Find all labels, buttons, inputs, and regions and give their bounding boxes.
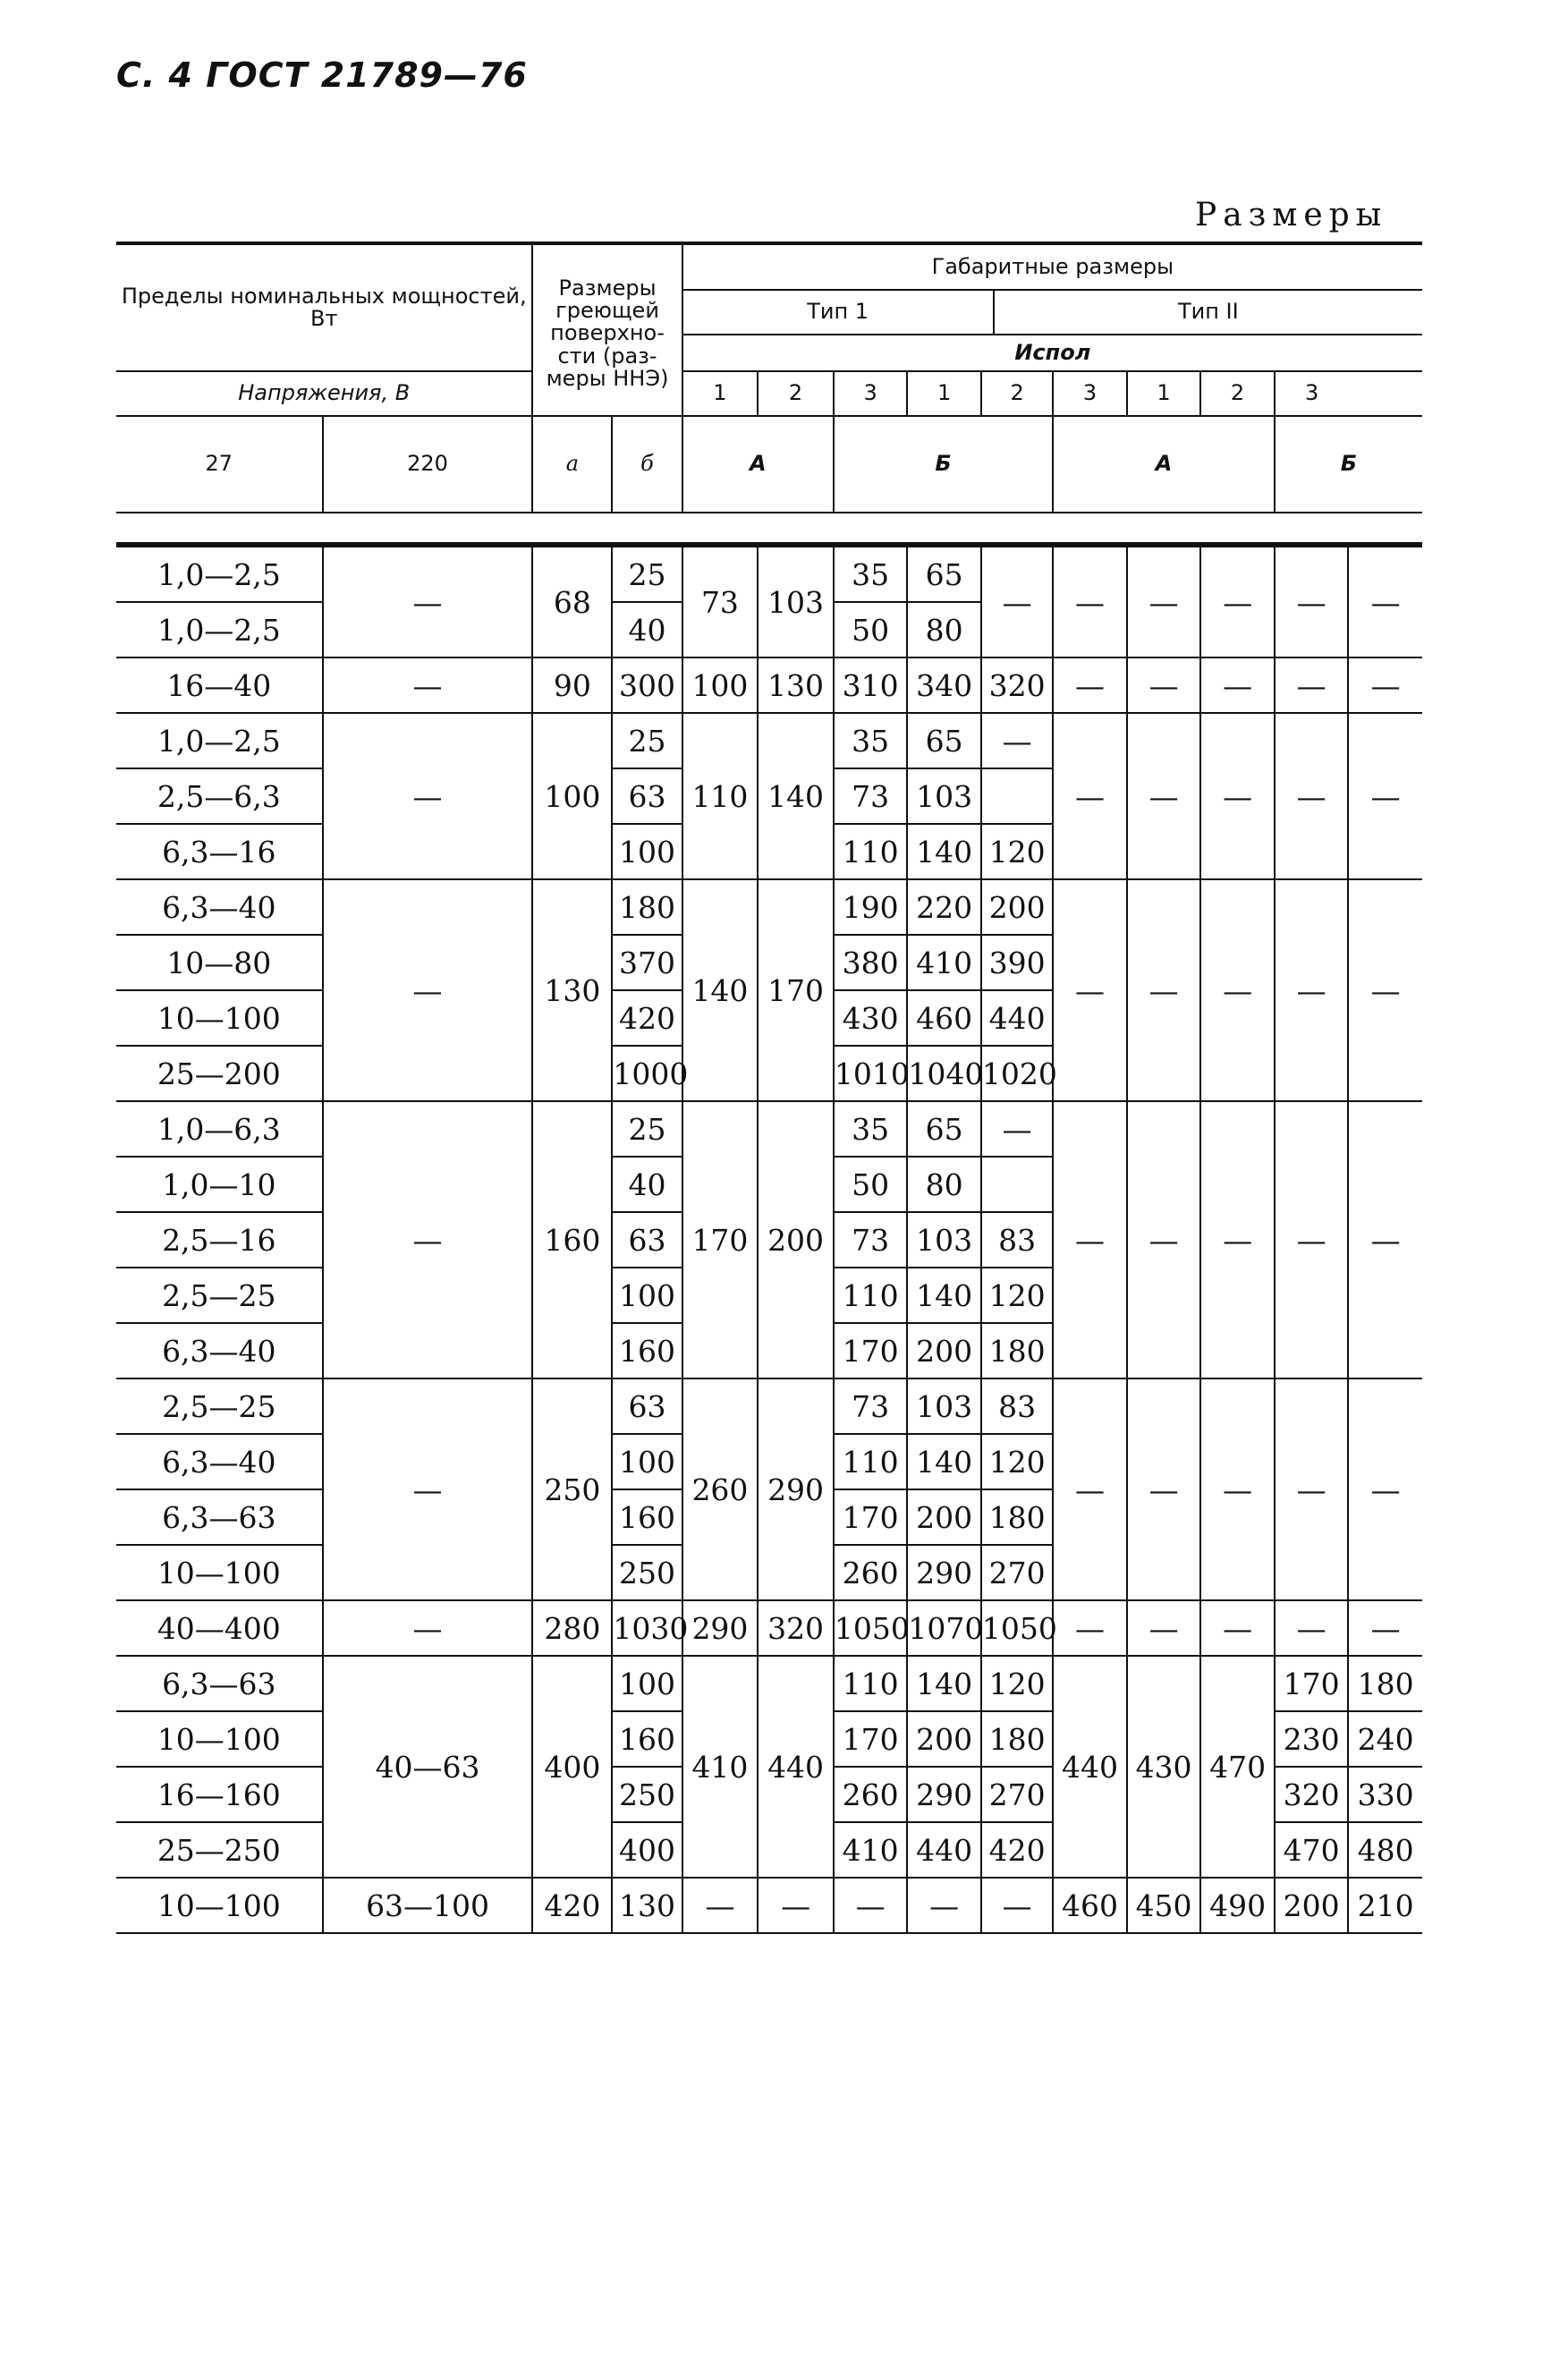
header-ispol: Испол <box>1014 339 1091 365</box>
table-cell: — <box>1275 1600 1349 1656</box>
table-cell: 220 <box>907 879 981 935</box>
table-cell: — <box>323 1101 533 1378</box>
table-cell: — <box>981 1101 1053 1157</box>
header-num: 3 <box>1053 371 1127 416</box>
table-cell: — <box>1348 1101 1422 1378</box>
header-group-a: А <box>1053 416 1275 513</box>
table-cell: 140 <box>907 1268 981 1323</box>
table-cell: 250 <box>532 1378 612 1600</box>
table-cell: — <box>1053 1101 1127 1378</box>
table-cell: — <box>1200 545 1275 657</box>
table-cell: 400 <box>532 1656 612 1878</box>
table-cell: 160 <box>612 1323 682 1378</box>
table-cell: 10—100 <box>116 1711 323 1767</box>
table-cell: 290 <box>758 1378 834 1600</box>
table-cell: 100 <box>532 713 612 879</box>
table-cell: 170 <box>1275 1656 1349 1711</box>
table-cell: 480 <box>1348 1822 1422 1878</box>
table-cell: 10—100 <box>116 1545 323 1600</box>
table-cell: 35 <box>834 713 908 768</box>
table-cell: 103 <box>907 768 981 824</box>
table-cell: — <box>1053 879 1127 1101</box>
table-cell: 6,3—63 <box>116 1489 323 1545</box>
table-cell: 440 <box>758 1656 834 1878</box>
table-cell: 50 <box>834 602 908 657</box>
table-cell: — <box>1348 1378 1422 1600</box>
table-cell: 430 <box>834 990 908 1046</box>
table-cell <box>981 768 1053 824</box>
header-sub-b: б <box>612 416 682 513</box>
table-cell: — <box>1053 545 1127 657</box>
table-cell: 290 <box>907 1545 981 1600</box>
table-cell: 460 <box>907 990 981 1046</box>
table-cell: 25 <box>612 545 682 602</box>
header-v27: 27 <box>116 416 323 513</box>
table-cell: 6,3—40 <box>116 879 323 935</box>
header-group-b: Б <box>834 416 1053 513</box>
table-cell: — <box>907 1878 981 1933</box>
table-cell: 130 <box>532 879 612 1101</box>
table-cell: — <box>1348 1600 1422 1656</box>
header-num: 3 <box>834 371 908 416</box>
header-num: 2 <box>758 371 834 416</box>
table-cell: 260 <box>682 1378 759 1600</box>
table-cell: 73 <box>834 1212 908 1268</box>
table-cell: 320 <box>758 1600 834 1656</box>
header-group-a: А <box>682 416 834 513</box>
table-cell: 200 <box>758 1101 834 1378</box>
table-cell: — <box>1127 1600 1201 1656</box>
table-cell: 1010 <box>834 1046 908 1101</box>
table-cell: 2,5—16 <box>116 1212 323 1268</box>
table-cell: 6,3—16 <box>116 824 323 879</box>
table-cell: — <box>1275 1378 1349 1600</box>
header-num: 1 <box>682 371 759 416</box>
table-cell: 40 <box>612 602 682 657</box>
table-cell: — <box>323 545 533 657</box>
table-cell: — <box>323 657 533 713</box>
table-cell: 180 <box>1348 1656 1422 1711</box>
table-cell: 73 <box>834 768 908 824</box>
table-cell <box>981 1157 1053 1212</box>
table-cell: — <box>834 1878 908 1933</box>
table-cell: 1,0—2,5 <box>116 713 323 768</box>
table-cell: 1000 <box>612 1046 682 1101</box>
table-cell: 420 <box>612 990 682 1046</box>
table-cell: — <box>1348 879 1422 1101</box>
header-overall: Габаритные размеры <box>683 245 1422 290</box>
table-cell: 280 <box>532 1600 612 1656</box>
header-heating-surface: Размеры греющей поверхно-сти (раз-меры ННЭ) <box>532 243 682 416</box>
table-cell: 90 <box>532 657 612 713</box>
table-cell: 1030 <box>612 1600 682 1656</box>
table-cell: 63 <box>612 1212 682 1268</box>
table-cell: 200 <box>907 1711 981 1767</box>
table-cell: 83 <box>981 1378 1053 1434</box>
table-cell: 190 <box>834 879 908 935</box>
table-cell: 1020 <box>981 1046 1053 1101</box>
table-cell: 490 <box>1200 1878 1275 1933</box>
table-cell: 420 <box>532 1878 612 1933</box>
table-cell: 63 <box>612 1378 682 1434</box>
table-cell: 140 <box>907 824 981 879</box>
table-cell: 170 <box>682 1101 759 1378</box>
table-row <box>116 1656 1422 1711</box>
table-cell: 120 <box>981 1268 1053 1323</box>
table-cell: 430 <box>1127 1656 1201 1878</box>
table-cell: 140 <box>758 713 834 879</box>
table-cell: 120 <box>981 824 1053 879</box>
table-cell: 270 <box>981 1545 1053 1600</box>
table-cell: 180 <box>981 1489 1053 1545</box>
table-cell: 1070 <box>907 1600 981 1656</box>
table-cell: 110 <box>834 1656 908 1711</box>
table-cell: 65 <box>907 1101 981 1157</box>
table-cell: — <box>1275 879 1349 1101</box>
table-cell: 110 <box>682 713 759 879</box>
table-cell: 160 <box>612 1711 682 1767</box>
table-cell: — <box>1127 1101 1201 1378</box>
header-type2: Тип II <box>994 290 1422 335</box>
table-cell: 100 <box>612 1656 682 1711</box>
table-cell: 160 <box>532 1101 612 1378</box>
table-cell: — <box>981 713 1053 768</box>
header-group-b: Б <box>1275 416 1422 513</box>
table-cell: 25 <box>612 713 682 768</box>
table-cell: — <box>1127 657 1201 713</box>
table-row <box>116 545 1422 602</box>
table-cell: 1050 <box>834 1600 908 1656</box>
table-cell: — <box>1200 1101 1275 1378</box>
data-table <box>116 542 1422 1934</box>
table-cell: 16—40 <box>116 657 323 713</box>
table-cell: 320 <box>1275 1767 1349 1822</box>
table-cell: 40—63 <box>323 1656 533 1878</box>
table-cell: 120 <box>981 1434 1053 1489</box>
table-cell: 170 <box>834 1323 908 1378</box>
table-cell: 410 <box>834 1822 908 1878</box>
table-cell: 103 <box>758 545 834 657</box>
table-cell: 160 <box>612 1489 682 1545</box>
table-header <box>116 242 1422 513</box>
table-cell: 100 <box>612 1268 682 1323</box>
table-cell: 300 <box>612 657 682 713</box>
table-cell: — <box>1200 879 1275 1101</box>
table-cell: 65 <box>907 713 981 768</box>
table-cell: 130 <box>612 1878 682 1933</box>
table-cell: 420 <box>981 1822 1053 1878</box>
table-cell: 320 <box>981 657 1053 713</box>
table-cell: 25—250 <box>116 1822 323 1878</box>
table-cell: — <box>1348 657 1422 713</box>
table-cell: 200 <box>1275 1878 1349 1933</box>
table-cell: — <box>1275 713 1349 879</box>
table-cell: 73 <box>834 1378 908 1434</box>
table-cell: 400 <box>612 1822 682 1878</box>
table-cell: 340 <box>907 657 981 713</box>
table-cell: 110 <box>834 824 908 879</box>
table-cell: 100 <box>682 657 759 713</box>
table-cell: 140 <box>682 879 759 1101</box>
table-cell: — <box>1200 1378 1275 1600</box>
table-cell: 200 <box>981 879 1053 935</box>
table-cell: 130 <box>758 657 834 713</box>
table-cell: 370 <box>612 935 682 990</box>
table-cell: 390 <box>981 935 1053 990</box>
table-cell: — <box>1053 713 1127 879</box>
table-cell: 170 <box>834 1489 908 1545</box>
table-cell: 1040 <box>907 1046 981 1101</box>
table-cell: 120 <box>981 1656 1053 1711</box>
table-cell: 25 <box>612 1101 682 1157</box>
table-cell: 470 <box>1200 1656 1275 1878</box>
table-cell: — <box>1275 1101 1349 1378</box>
table-cell: 100 <box>612 824 682 879</box>
table-cell: 6,3—40 <box>116 1323 323 1378</box>
table-cell: 380 <box>834 935 908 990</box>
table-cell: — <box>1200 657 1275 713</box>
table-cell: 140 <box>907 1656 981 1711</box>
table-cell: — <box>1200 1600 1275 1656</box>
table-cell: 80 <box>907 602 981 657</box>
table-cell: — <box>1200 713 1275 879</box>
header-num: 2 <box>981 371 1053 416</box>
table-row <box>116 713 1422 768</box>
header-voltage: Напряжения, В <box>116 371 532 416</box>
header-num: 1 <box>907 371 981 416</box>
table-cell: 180 <box>612 879 682 935</box>
table-cell: 240 <box>1348 1711 1422 1767</box>
header-num: 3 <box>1275 371 1349 416</box>
table-cell: 440 <box>981 990 1053 1046</box>
table-cell: 440 <box>907 1822 981 1878</box>
table-cell: 110 <box>834 1268 908 1323</box>
header-num: 1 <box>1127 371 1201 416</box>
table-cell: 260 <box>834 1767 908 1822</box>
table-cell: 68 <box>532 545 612 657</box>
header-limits: Пределы номинальных мощностей, Вт <box>116 243 532 371</box>
table-cell: 10—100 <box>116 990 323 1046</box>
table-cell: 6,3—63 <box>116 1656 323 1711</box>
table-row <box>116 1600 1422 1656</box>
table-cell: — <box>1127 1378 1201 1600</box>
table-cell: 80 <box>907 1157 981 1212</box>
table-cell: 180 <box>981 1711 1053 1767</box>
table-cell: 25—200 <box>116 1046 323 1101</box>
table-cell: — <box>1053 657 1127 713</box>
table-cell: — <box>323 1378 533 1600</box>
table-cell: 40 <box>612 1157 682 1212</box>
table-cell: — <box>1275 545 1349 657</box>
table-cell: 50 <box>834 1157 908 1212</box>
table-cell: 410 <box>682 1656 759 1878</box>
table-cell: — <box>1053 1600 1127 1656</box>
table-cell: — <box>682 1878 759 1933</box>
table-cell: 140 <box>907 1434 981 1489</box>
table-cell: 460 <box>1053 1878 1127 1933</box>
header-num: 2 <box>1200 371 1275 416</box>
table-cell: 210 <box>1348 1878 1422 1933</box>
table-cell: 6,3—40 <box>116 1434 323 1489</box>
table-cell: 250 <box>612 1545 682 1600</box>
table-cell: 65 <box>907 545 981 602</box>
table-cell: 63—100 <box>323 1878 533 1933</box>
table-cell: — <box>1275 657 1349 713</box>
table-cell: 1,0—10 <box>116 1157 323 1212</box>
table-cell: 290 <box>682 1600 759 1656</box>
table-cell: 10—100 <box>116 1878 323 1933</box>
table-cell: 100 <box>612 1434 682 1489</box>
table-cell: — <box>758 1878 834 1933</box>
table-cell: 200 <box>907 1489 981 1545</box>
table-cell: — <box>1348 545 1422 657</box>
table-cell: 2,5—25 <box>116 1268 323 1323</box>
table-cell: 103 <box>907 1378 981 1434</box>
table-cell: 83 <box>981 1212 1053 1268</box>
table-row <box>116 1378 1422 1434</box>
table-cell: — <box>1127 713 1201 879</box>
table-cell: — <box>323 1600 533 1656</box>
table-cell: 1050 <box>981 1600 1053 1656</box>
table-cell: 103 <box>907 1212 981 1268</box>
table-cell: 330 <box>1348 1767 1422 1822</box>
header-v220: 220 <box>323 416 533 513</box>
header-sub-a: а <box>532 416 612 513</box>
table-title: Размеры <box>1195 197 1388 233</box>
table-cell: 73 <box>682 545 759 657</box>
table-cell: 10—80 <box>116 935 323 990</box>
table-cell: 170 <box>834 1711 908 1767</box>
table-cell: 40—400 <box>116 1600 323 1656</box>
table-cell: 1,0—6,3 <box>116 1101 323 1157</box>
table-cell: 450 <box>1127 1878 1201 1933</box>
table-cell: 410 <box>907 935 981 990</box>
table-cell: — <box>323 713 533 879</box>
table-cell: 260 <box>834 1545 908 1600</box>
table-cell: — <box>323 879 533 1101</box>
table-cell: 170 <box>758 879 834 1101</box>
page-header: С. 4 ГОСТ 21789—76 <box>116 55 528 95</box>
table-cell: 250 <box>612 1767 682 1822</box>
table-cell: — <box>1127 545 1201 657</box>
table-cell: — <box>1053 1378 1127 1600</box>
table-cell: — <box>981 545 1053 657</box>
table-cell: 63 <box>612 768 682 824</box>
table-cell: 470 <box>1275 1822 1349 1878</box>
table-cell: 290 <box>907 1767 981 1822</box>
header-type1: Тип 1 <box>683 290 994 335</box>
table-cell: 1,0—2,5 <box>116 545 323 602</box>
table-cell: 270 <box>981 1767 1053 1822</box>
table-cell: 1,0—2,5 <box>116 602 323 657</box>
table-cell: 180 <box>981 1323 1053 1378</box>
table-cell: 2,5—6,3 <box>116 768 323 824</box>
table-row <box>116 879 1422 935</box>
table-cell: 200 <box>907 1323 981 1378</box>
table-row <box>116 657 1422 713</box>
table-row <box>116 1878 1422 1933</box>
table-cell: 35 <box>834 1101 908 1157</box>
table-cell: 2,5—25 <box>116 1378 323 1434</box>
table-cell: — <box>981 1878 1053 1933</box>
table-cell: 440 <box>1053 1656 1127 1878</box>
table-cell: 35 <box>834 545 908 602</box>
table-cell: — <box>1348 713 1422 879</box>
table-cell: — <box>1127 879 1201 1101</box>
table-cell: 16—160 <box>116 1767 323 1822</box>
table-cell: 230 <box>1275 1711 1349 1767</box>
table-cell: 310 <box>834 657 908 713</box>
table-row <box>116 1101 1422 1157</box>
table-cell: 110 <box>834 1434 908 1489</box>
